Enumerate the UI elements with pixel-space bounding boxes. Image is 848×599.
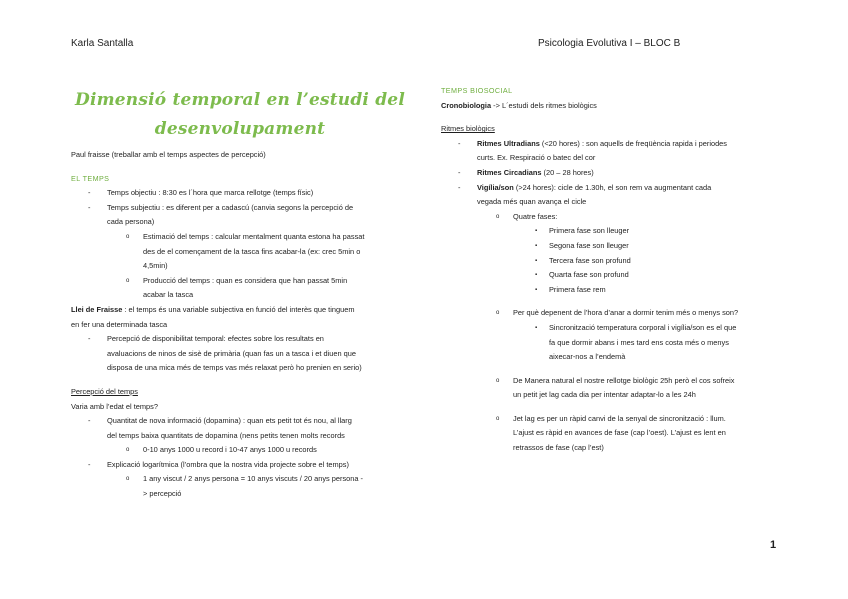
list-item-fase: ▪ Tercera fase son profund: [441, 254, 778, 269]
square-bullet: ▪: [535, 324, 538, 331]
circle-bullet: o: [496, 415, 500, 422]
list-item-temps-subjectiu: - Temps subjectiu : es diferent per a cadascú (canvia segons la percepció de cada persona): [88, 202, 354, 227]
document-title: [71, 86, 409, 144]
list-item-jet-lag: o Jet lag es per un ràpid canvi de la senyal de sincronització : llum. L’ajust es ràpid en avances de fase (cap l’oest). L’ajust es lent en retrassos de fase (cap l’est): [496, 413, 726, 453]
list-item-any-viscut: o 1 any viscut / 2 anys persona = 10 anys viscuts / 20 anys persona - > percepció: [126, 474, 363, 499]
list-item-quantitat: - Quantitat de nova informació (dopamina) : quan ets petit tot és nou, al llarg del temps baixa quantitats de dopamina (nens petits tenen molts records: [88, 416, 352, 440]
intro-text: Paul fraisse (treballar amb el temps aspectes de percepció): [71, 150, 266, 159]
dash-bullet: -: [458, 167, 461, 177]
dash-bullet: -: [88, 202, 91, 212]
el-temps-heading: EL TEMPS: [71, 173, 110, 183]
list-item-fase: ▪ Primera fase rem: [441, 283, 778, 298]
llei-fraisse-paragraph: Llei de Fraisse : el temps és una variable subjectiva en funció del interès que tinguem en fer una determinada tasca: [71, 304, 355, 329]
list-item-quatre-fases: o Quatre fases:: [441, 210, 778, 225]
list-item-fase: ▪ Quarta fase son profund: [441, 268, 778, 283]
list-item-rellotge-natural: o De Manera natural el nostre rellotge biològic 25h però el cos sofreix un petit jet lag cada dia per intentar adaptar-lo a les 24h: [496, 375, 735, 400]
square-bullet: ▪: [535, 272, 538, 279]
page-number: 1: [770, 539, 777, 551]
square-bullet: ▪: [535, 242, 538, 249]
cronobiologia-line: Cronobiologia -> L´estudi dels ritmes biològics: [441, 100, 597, 110]
square-bullet: ▪: [535, 286, 538, 293]
dash-bullet: -: [88, 334, 91, 344]
circle-bullet: o: [126, 277, 130, 284]
ritmes-heading: Ritmes biològics: [441, 124, 495, 134]
list-item-question: o Per què depenent de l’hora d’anar a dormir tenim més o menys son?: [441, 306, 778, 321]
list-item-disponibilitat: - Percepció de disponibilitat temporal: efectes sobre los resultats en avaluacions de ninos de sisè de primària (quan fas un a tasca i et diuen que disposa de una mica més de temps vas més relaxat però ho prenien en serio): [88, 334, 362, 373]
dash-bullet: -: [88, 416, 91, 426]
dash-bullet: -: [458, 182, 461, 192]
header-course: Psicologia Evolutiva I – BLOC B: [538, 38, 681, 49]
dash-bullet: -: [88, 188, 91, 198]
list-item-logaritmica: - Explicació logarítmica (l’ombra que la nostra vida projecte sobre el temps): [71, 458, 409, 473]
list-item-records: o 0-10 anys 1000 u record i 10-47 anys 1000 u records: [71, 443, 409, 458]
square-bullet: ▪: [535, 257, 538, 264]
title-line-1: Dimensió temporal en l’estudi del: [75, 90, 405, 110]
circle-bullet: o: [496, 310, 500, 317]
list-item-sincronitzacio: ▪ Sincronització temperatura corporal i vigília/son es el que fa que dormir abans i mes tard ens costa més o menys aixecar-nos a l’endemà: [535, 322, 737, 362]
circle-bullet: o: [126, 233, 130, 240]
circle-bullet: o: [126, 447, 130, 454]
list-item-produccio: o Producció del temps : quan es considera que han passat 5min acabar la tasca: [126, 275, 348, 300]
list-item-fase: ▪ Segona fase son lleuger: [441, 239, 778, 254]
dash-bullet: -: [458, 138, 461, 148]
circle-bullet: o: [126, 476, 130, 483]
left-column: [71, 86, 409, 502]
list-item-estimacio: o Estimació del temps : calcular mentalment quanta estona ha passat des de el començament de la tasca fins acabar-la (ex: crec 5min o 4,5min): [126, 231, 365, 271]
right-column: [441, 84, 778, 456]
temps-biosocial-heading: TEMPS BIOSOCIAL: [441, 86, 513, 95]
list-item-vigilia-son: - Vigília/son (>24 hores): cicle de 1.30h, el son rem va augmentant cada vegada més quan avança el cicle: [458, 182, 712, 207]
list-item-fase: ▪ Primera fase son lleuger: [441, 224, 778, 239]
list-item-temps-objectiu: - Temps objectiu : 8:30 es l´hora que marca rellotge (temps físic): [71, 186, 409, 201]
list-item-ultradians: - Ritmes Ultradians (<20 hores) : son aquells de freqüència rapida i periodes curts. Ex. Respiració o batec del cor: [458, 138, 727, 163]
circle-bullet: o: [496, 377, 500, 384]
dash-bullet: -: [88, 459, 91, 469]
list-item-circadians: - Ritmes Circadians (20 – 28 hores): [441, 166, 778, 181]
varia-question: Varia amb l’edat el temps?: [71, 401, 158, 411]
header-author: Karla Santalla: [71, 38, 134, 49]
circle-bullet: o: [496, 213, 500, 220]
percepcio-heading: Percepció del temps: [71, 386, 138, 396]
square-bullet: ▪: [535, 228, 538, 235]
title-line-2: desenvolupament: [154, 119, 326, 139]
